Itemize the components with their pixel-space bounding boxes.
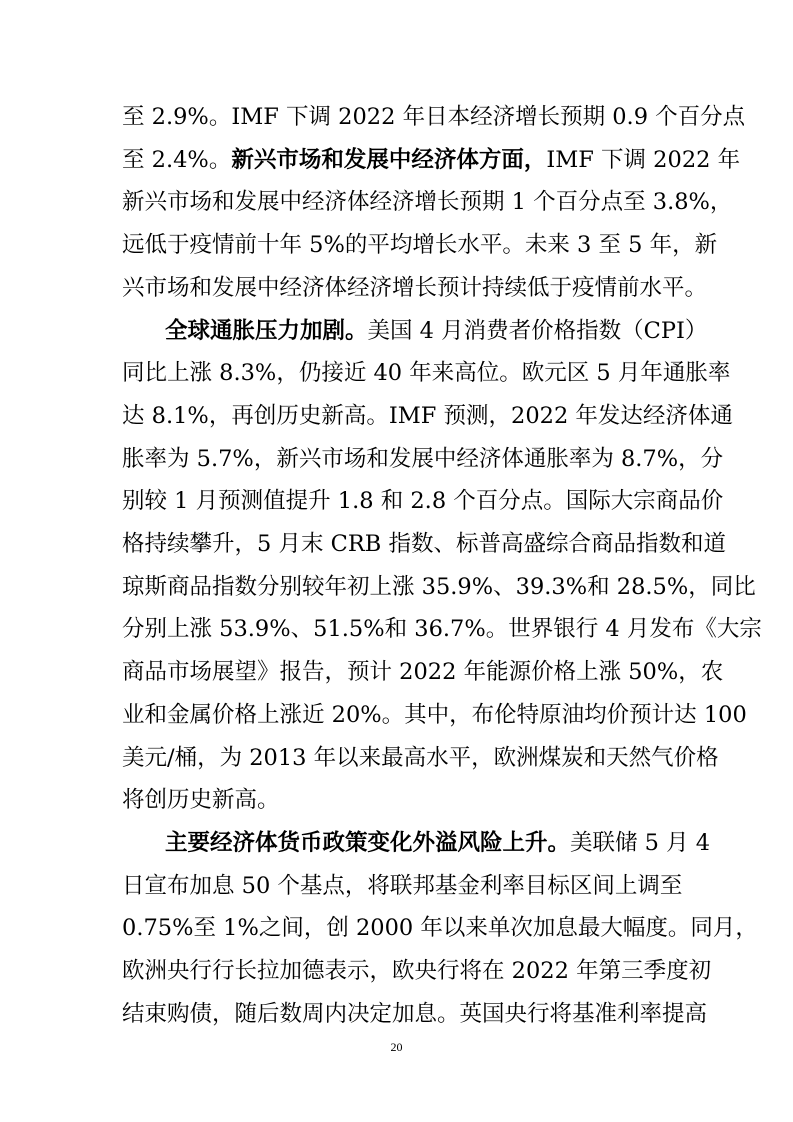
text-line bbox=[122, 484, 724, 518]
text-segment: IMF 下调 2022 年 bbox=[546, 146, 741, 173]
text-segment: 日宣布加息 50 个基点，将联邦基金利率目标区间上调至 bbox=[122, 872, 683, 899]
text-line bbox=[122, 185, 733, 219]
text-line bbox=[122, 612, 762, 646]
text-line bbox=[122, 356, 731, 390]
text-segment: 将创历史新高。 bbox=[122, 787, 280, 814]
text-line bbox=[122, 527, 726, 561]
bold-heading-text: 主要经济体货币政策变化外溢风险上升。 bbox=[165, 829, 571, 856]
text-segment: 美元/桶，为 2013 年以来最高水平，欧洲煤炭和天然气价格 bbox=[122, 744, 719, 771]
text-segment: 分别上涨 53.9%、51.5%和 36.7%。世界银行 4 月发布《大宗 bbox=[122, 616, 762, 643]
text-line bbox=[122, 783, 672, 817]
text-line bbox=[122, 698, 747, 732]
text-segment: 别较 1 月预测值提升 1.8 和 2.8 个百分点。国际大宗商品价 bbox=[122, 488, 724, 515]
text-segment: 美联储 5 月 4 bbox=[570, 829, 711, 856]
text-segment: 格持续攀升，5 月末 CRB 指数、标普高盛综合商品指数和道 bbox=[122, 531, 726, 557]
text-line bbox=[122, 442, 724, 476]
text-line bbox=[122, 271, 708, 305]
text-segment: 业和金属价格上涨近 20%。其中，布伦特原油均价预计达 100 bbox=[122, 701, 747, 728]
text-line bbox=[122, 741, 719, 775]
text-segment: 琼斯商品指数分别较年初上涨 35.9%、39.3%和 28.5%，同比 bbox=[122, 573, 756, 600]
bold-heading-text: 全球通胀压力加剧。 bbox=[165, 317, 368, 344]
text-segment: 至 2.9%。IMF 下调 2022 年日本经济增长预期 0.9 个百分点 bbox=[122, 104, 746, 130]
text-line bbox=[122, 655, 724, 689]
text-line bbox=[122, 997, 708, 1031]
text-line bbox=[165, 314, 708, 348]
text-segment: 结束购债，随后数周内决定加息。英国央行将基准利率提高 bbox=[122, 1000, 708, 1027]
bold-heading-text: 新兴市场和发展中经济体方面， bbox=[231, 146, 547, 173]
text-line bbox=[122, 399, 733, 433]
text-segment: 0.75%至 1%之间，创 2000 年以来单次加息最大幅度。同月， bbox=[122, 915, 758, 942]
text-segment: 达 8.1%，再创历史新高。IMF 预测，2022 年发达经济体通 bbox=[122, 402, 733, 429]
text-line bbox=[122, 570, 756, 604]
text-line bbox=[122, 911, 758, 945]
text-segment: 同比上涨 8.3%，仍接近 40 年来高位。欧元区 5 月年通胀率 bbox=[122, 360, 731, 387]
page-number: 20 bbox=[390, 1040, 403, 1054]
text-line bbox=[165, 826, 711, 860]
text-segment: 至 2.4%。 bbox=[122, 146, 232, 173]
text-segment: 新兴市场和发展中经济体经济增长预期 1 个百分点至 3.8%， bbox=[122, 189, 733, 216]
text-line bbox=[122, 100, 746, 134]
text-segment: 美国 4 月消费者价格指数（CPI） bbox=[367, 317, 708, 344]
text-segment: 兴市场和发展中经济体经济增长预计持续低于疫情前水平。 bbox=[122, 274, 708, 301]
text-segment: 欧洲央行行长拉加德表示，欧央行将在 2022 年第三季度初 bbox=[122, 958, 712, 984]
text-segment: 商品市场展望》报告，预计 2022 年能源价格上涨 50%，农 bbox=[122, 659, 724, 686]
text-line bbox=[122, 954, 712, 988]
text-line bbox=[122, 869, 683, 903]
text-line bbox=[122, 228, 718, 262]
text-segment: 胀率为 5.7%，新兴市场和发展中经济体通胀率为 8.7%，分 bbox=[122, 445, 724, 472]
text-line bbox=[122, 143, 741, 177]
text-segment: 远低于疫情前十年 5%的平均增长水平。未来 3 至 5 年，新 bbox=[122, 232, 718, 259]
